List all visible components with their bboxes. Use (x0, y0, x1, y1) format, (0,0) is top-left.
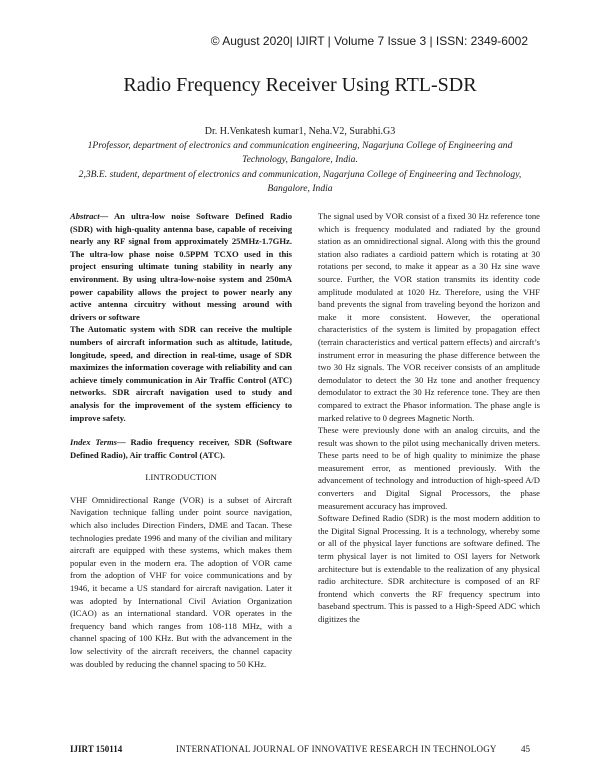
abstract-text-2: The Automatic system with SDR can receive the multiple numbers of aircraft information such as altitude, latitude, longitude, speed, and direction in real-time, usage of SDR maximizes the information coverage with reliability and can achieve timely communication in Air Traffic Control (ATC) networks. SDR aircraft navigation used to study and analysis for the improvement of the system efficiency to improve safety. (70, 324, 292, 423)
index-terms-text: — Radio frequency receiver, SDR (Software Defined Radio), Air traffic Control (ATC). (70, 437, 293, 460)
footer-journal-name: INTERNATIONAL JOURNAL OF INNOVATIVE RESEARCH IN TECHNOLOGY (176, 744, 497, 754)
page-title: Radio Frequency Receiver Using RTL-SDR (123, 74, 477, 96)
author-list: Dr. H.Venkatesh kumar1, Neha.V2, Surabhi.G3 (204, 126, 396, 137)
index-terms-label: Index Terms (70, 437, 118, 448)
abstract-text-1: An ultra-low noise Software Defined Radio (SDR) with high-quality antenna base, capable of receiving nearly any RF signal from approximately 25MHz-1.7GHz. The ultra-low phase noise 0.5PPM TCXO used in this project ensuring ultimate tuning stability in nearly any environment. By using ultra-low-noise system and 250mA power capability allows the project to power nearly any active antenna circuitry without messing around with drivers or software (70, 211, 292, 322)
abstract-label: Abstract— (70, 211, 109, 221)
intro-paragraph: VHF Omnidirectional Range (VOR) is a subset of Aircraft Navigation technique falling under point source navigation, which also includes Direction Finders, DME and Tacan. These technologies predate 1996 and many of the civilian and military aircraft are equipped with these systems, which makes them popular even in the modern era. The adoption of VOR came from the adoption of VHF for voice communications and by 1946, it became a US standard for aircraft navigation. Later it was adopted by International Civil Aviation Organization (ICAO) as an international standard. VOR operates in the frequency band which ranges from 108-118 MHz, with a channel spacing of 100 KHz. But with the advancement in the low selectivity of the aircraft receivers, the channel capacity was doubled by reducing the channel spacing to 50 KHz. (70, 494, 292, 669)
body-paragraph-1: The signal used by VOR consist of a fixed 30 Hz reference tone which is frequency modulated and radiated by the ground station as an omnidirectional signal. Along with this the ground station also radiates a cardioid pattern which is rotating at 30 rotations per second, to make it appear as a 30 Hz sine wave source. Further, the VOR station transmits its identity code amplitude modulated at 1020 Hz. Therefore, using the VHF band prevents the signal from traveling beyond the horizon and make it more consistent. However, the operational characteristics of the system is limited by propagation effect (terrain characteristics and vertical pattern effects) and aircraft’s instrument error in measuring the phase difference between the two 30 Hz signals. The VOR receiver consists of an amplitude demodulator to detect the 30 Hz tone and another frequency demodulator to extract the 30 Hz reference tone. They are then compared to extract the Phasor information. The phase angle is marked relative to 0 degrees Magnetic North. (318, 211, 540, 423)
affiliation-2: 2,3B.E. student, department of electronics and communication, Nagarjuna College of Engineering and Technology, Bangalore, India (78, 169, 522, 194)
affiliation-1: 1Professor, department of electronics and communication engineering, Nagarjuna College of Engineering and Technology, Bangalore, India. (87, 140, 513, 165)
footer-paper-id: IJIRT 150114 (70, 744, 123, 754)
page-number: 45 (521, 744, 530, 754)
body-paragraph-2: These were previously done with an analog circuits, and the result was shown to the pilot using mechanically driven meters. These parts need to be of high quality to minimize the phase measurement error, as mentioned previously. With the advancement of technology and introduction of high-speed A/D converters and Digital Signal Processors, the phase measurement accuracy has improved. (318, 425, 540, 511)
body-paragraph-3: Software Defined Radio (SDR) is the most modern addition to the Digital Signal Processing. It is a technology, whereby some or all of the physical layer functions are software defined. The term physical layer is not limited to OSI layers for Network architecture but is extendable to the realization of any physical radio architecture. SDR architecture is composed of an RF frontend which converts the RF frequency spectrum into baseband spectrum. This is passed to a High-Speed ADC which digitizes the (318, 513, 540, 624)
journal-header: © August 2020| IJIRT | Volume 7 Issue 3 | ISSN: 2349-6002 (210, 34, 528, 48)
section-heading: I.INTRODUCTION (145, 472, 217, 483)
abstract (70, 210, 292, 323)
index-terms (70, 436, 292, 461)
left-column (70, 210, 292, 670)
right-column (318, 210, 540, 626)
